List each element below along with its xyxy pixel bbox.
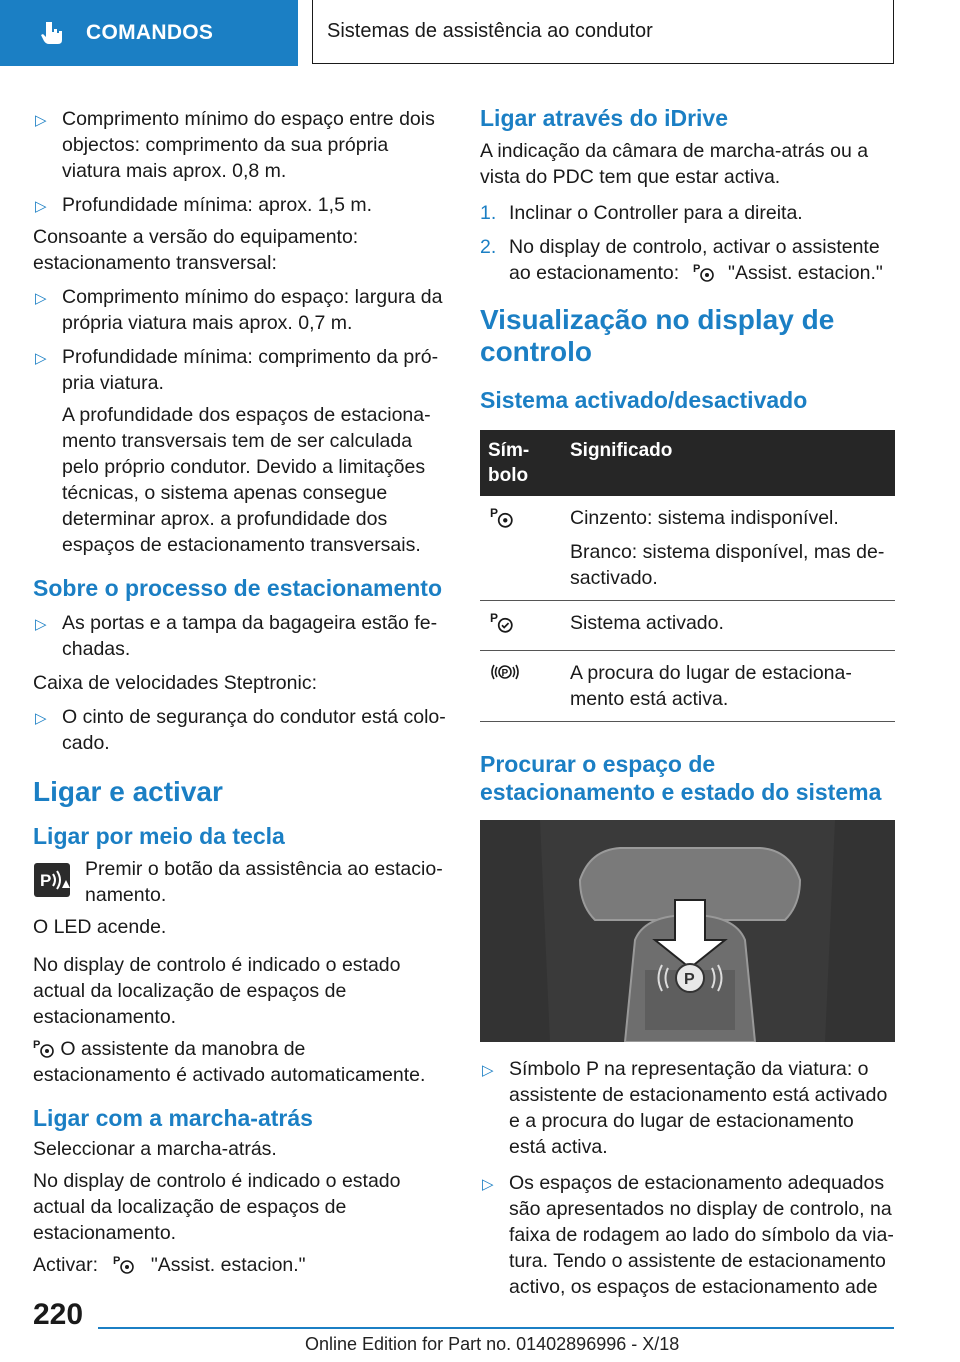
section-tab[interactable] [0, 0, 298, 66]
list-item: ▷ Símbolo P na representação da viatura: o assistente de estacionamento está activado e a procura do lugar de estacionamento está activa. [482, 1058, 888, 1158]
heading-sistema: Sistema activado/desactivado [480, 387, 808, 413]
paragraph: No display de controlo é indicado o estado actual da localização de espaços de estacionamento. [33, 1170, 401, 1244]
heading-ligar-tecla: Ligar por meio da tecla [33, 823, 285, 849]
list-item: ▷ Comprimento mínimo do espaço: largura da própria viatura mais aprox. 0,7 m. [35, 286, 443, 334]
triangle-bullet-icon: ▷ [35, 710, 47, 727]
park-assist-grey-icon [488, 505, 516, 529]
display-illustration [480, 820, 895, 1042]
paragraph: P O assistente da manobra de estacionamento é activado automaticamente. [33, 1038, 426, 1086]
bullet-note: A profundidade dos espaços de estacionamento transversais tem de ser calculada pelo próprio condutor. Devido a limitações técnicas, o sistema apenas consegue determinar aprox. a profundidade dos espaços de estacionamento transversais. [62, 404, 431, 556]
footer-edition: Online Edition for Part no. 01402896996 - X/18 [305, 1334, 680, 1354]
paragraph: Consoante a versão do equipamento: estacionamento transversal: [33, 226, 359, 274]
svg-text:P: P [490, 611, 499, 625]
column-header: Significado [562, 430, 895, 496]
park-assist-active-icon [488, 610, 516, 634]
footer-divider [98, 1327, 894, 1329]
list-item: ▷ Profundidade mínima: comprimento da própria viatura. [35, 346, 439, 394]
step-item: 1. Inclinar o Controller para a direita. [480, 202, 803, 224]
paragraph: Seleccionar a marcha-atrás. [33, 1138, 277, 1160]
paragraph: No display de controlo é indicado o estado actual da localização de espaços de estacionamento. [33, 954, 401, 1028]
table-header-row [480, 430, 895, 496]
svg-text:P: P [113, 1255, 121, 1267]
svg-text:P: P [692, 263, 700, 275]
table-row: P Cinzento: sistema indisponível. Branco: sistema disponível, mas desactivado. [480, 496, 895, 601]
symbol-table [480, 430, 895, 722]
park-assist-icon [111, 1253, 137, 1275]
list-item: ▷ As portas e a tampa da bagageira estão fechadas. [35, 612, 438, 660]
heading-visual: Visualização no display de controlo [480, 304, 835, 367]
step-item: 2. No display de controlo, activar o assistente ao estacionamento: P "Assist. estacion." [480, 236, 883, 284]
heading-procurar: Procurar o espaço de estacionamento e estado do sistema [480, 751, 882, 805]
table-row: P Sistema activado. [480, 601, 895, 651]
park-assist-icon [691, 261, 717, 283]
paragraph: Activar: P "Assist. estacion." [33, 1254, 306, 1276]
svg-text:P: P [33, 1039, 41, 1051]
heading-marcha: Ligar com a marcha-atrás [33, 1105, 313, 1131]
list-item: ▷ Os espaços de estacionamento adequados são apresentados no display de controlo, na faixa de rodagem ao lado do símbolo da viatura. Tendo o assistente de estacionamento activo, os espaços de estacionamento ade [482, 1172, 894, 1298]
tecla-row: P Premir o botão da assistência ao estacionamento. [33, 856, 448, 908]
heading-idrive: Ligar através do iDrive [480, 105, 728, 131]
svg-text:P: P [684, 971, 695, 988]
svg-text:P: P [40, 871, 52, 890]
paragraph: O LED acende. [33, 916, 167, 938]
list-item: ▷ O cinto de segurança do condutor está colocado. [35, 706, 446, 754]
triangle-bullet-icon: ▷ [482, 1176, 494, 1193]
triangle-bullet-icon: ▷ [35, 112, 47, 129]
triangle-bullet-icon: ▷ [35, 616, 47, 633]
paragraph: Caixa de velocidades Steptronic: [33, 672, 317, 694]
section-label: COMANDOS [86, 21, 214, 44]
list-item: ▷ Profundidade mínima: aprox. 1,5 m. [33, 192, 448, 218]
column-header: Símbolo [480, 430, 562, 496]
parking-search-icon [488, 660, 522, 684]
park-assist-button-icon [33, 862, 71, 898]
parking-display-image [480, 820, 895, 1042]
park-assist-icon [33, 1037, 55, 1059]
list-item: ▷ Comprimento mínimo do espaço entre dois objectos: comprimento da sua própria viatura mais aprox. 0,8 m. [35, 108, 435, 182]
right-column [480, 100, 895, 1300]
page-title: Sistemas de assistência ao condutor [312, 0, 894, 64]
triangle-bullet-icon: ▷ [35, 290, 47, 307]
svg-text:P: P [501, 668, 509, 679]
page-number: 220 [33, 1298, 84, 1331]
hand-pointer-icon [40, 20, 66, 46]
triangle-bullet-icon: ▷ [482, 1062, 494, 1079]
table-row: P A procura do lugar de estacionamento está activa. [480, 651, 895, 722]
heading-ligar-activar: Ligar e activar [33, 776, 223, 807]
triangle-bullet-icon: ▷ [35, 198, 47, 215]
triangle-bullet-icon: ▷ [35, 350, 47, 367]
left-column [33, 100, 448, 1278]
svg-text:P: P [490, 506, 499, 520]
heading-sobre: Sobre o processo de estacionamento [33, 575, 443, 601]
paragraph: A indicação da câmara de marcha-atrás ou a vista do PDC tem que estar activa. [480, 140, 869, 188]
